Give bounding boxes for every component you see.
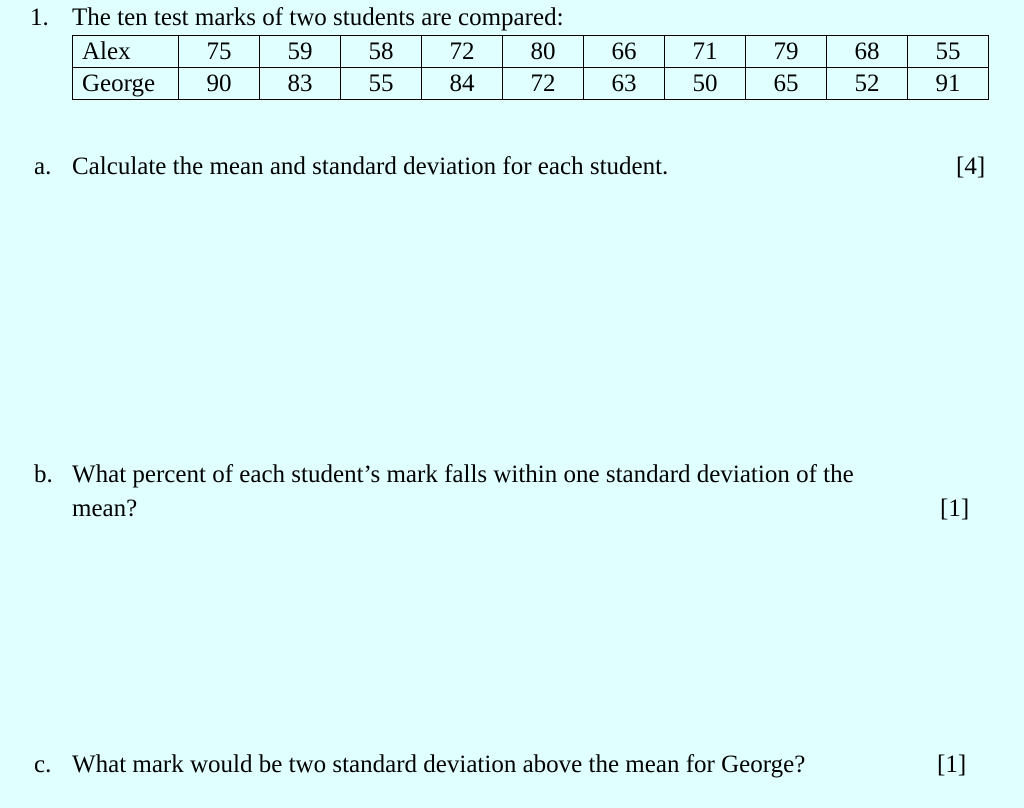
mark-cell: 75 [179, 36, 260, 68]
mark-cell: 72 [422, 36, 503, 68]
mark-cell: 72 [503, 68, 584, 100]
mark-cell: 52 [827, 68, 908, 100]
part-c-marks: [1] [937, 751, 967, 778]
part-b-label: b. [34, 461, 53, 488]
part-c-label: c. [34, 751, 52, 778]
table-row [73, 68, 989, 100]
student-name-cell: George [73, 68, 179, 100]
mark-cell: 50 [665, 68, 746, 100]
mark-cell: 63 [584, 68, 665, 100]
mark-cell: 79 [746, 36, 827, 68]
mark-cell: 68 [827, 36, 908, 68]
mark-cell: 58 [341, 36, 422, 68]
part-c-question: What mark would be two standard deviation above the mean for George? [72, 751, 806, 778]
part-a-question: Calculate the mean and standard deviation for each student. [72, 153, 669, 180]
mark-cell: 90 [179, 68, 260, 100]
mark-cell: 80 [503, 36, 584, 68]
student-name-cell: Alex [73, 36, 179, 68]
mark-cell: 59 [260, 36, 341, 68]
marks-table [72, 35, 989, 100]
mark-cell: 91 [908, 68, 989, 100]
part-b-question-line2: mean? [72, 495, 138, 522]
mark-cell: 65 [746, 68, 827, 100]
part-a-label: a. [34, 153, 52, 180]
mark-cell: 66 [584, 36, 665, 68]
part-b-marks: [1] [940, 495, 970, 522]
question-number: 1. [30, 4, 49, 31]
question-text: The ten test marks of two students are compared: [72, 4, 564, 31]
part-b-question-line1: What percent of each student’s mark falls within one standard deviation of the [72, 461, 854, 488]
table-row [73, 36, 989, 68]
mark-cell: 55 [341, 68, 422, 100]
mark-cell: 71 [665, 36, 746, 68]
mark-cell: 84 [422, 68, 503, 100]
part-a-marks: [4] [956, 153, 986, 180]
mark-cell: 83 [260, 68, 341, 100]
mark-cell: 55 [908, 36, 989, 68]
